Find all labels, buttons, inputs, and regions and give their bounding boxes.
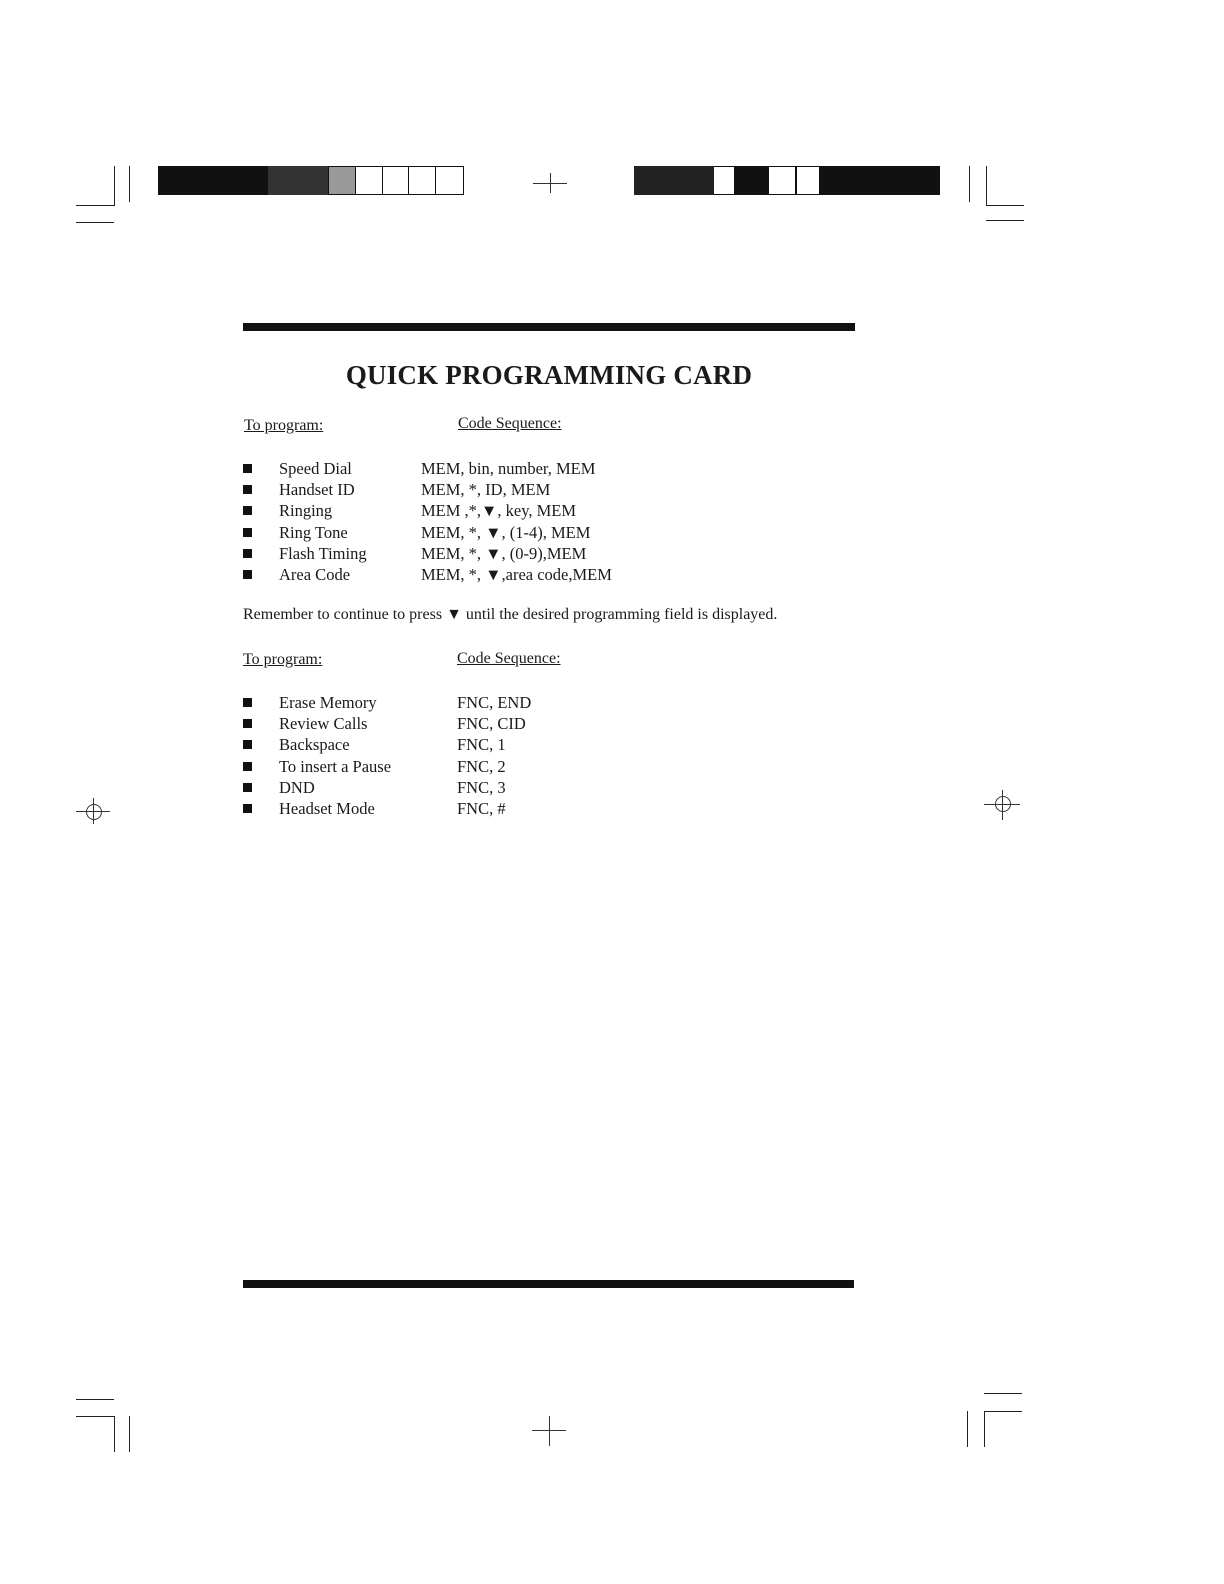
- crop-mark-top-right-v2: [986, 166, 987, 206]
- code-sequence: FNC, #: [457, 798, 506, 818]
- registration-target-bottom: [532, 1416, 566, 1446]
- section1-code-header: Code Sequence:: [458, 415, 562, 432]
- list-item: [243, 713, 863, 734]
- code-sequence: FNC, CID: [457, 714, 526, 734]
- code-sequence: MEM ,*,▼, key, MEM: [421, 501, 577, 521]
- registration-target-top: [533, 173, 567, 193]
- crop-mark-bottom-right-h2: [984, 1411, 1022, 1412]
- program-label: Review Calls: [279, 714, 368, 734]
- bullet-square-icon: [243, 528, 252, 537]
- code-sequence: MEM, *, ▼, (1-4), MEM: [421, 522, 591, 542]
- bullet-square-icon: [243, 506, 252, 515]
- top-rule: [243, 323, 855, 331]
- registration-strip-right: [634, 166, 940, 195]
- crop-mark-top-left-v2: [129, 166, 130, 202]
- program-label: Headset Mode: [279, 798, 375, 818]
- bullet-square-icon: [243, 740, 252, 749]
- program-label: Erase Memory: [279, 693, 377, 712]
- list-item: [243, 522, 863, 543]
- crop-mark-bottom-right-v: [984, 1411, 985, 1447]
- section2-program-header: To program:: [243, 651, 323, 668]
- section1-list: [243, 458, 863, 585]
- crop-mark-top-left-h2: [76, 222, 114, 223]
- section2-list: [243, 692, 863, 819]
- program-label: Ringing: [279, 501, 333, 521]
- code-sequence: MEM, bin, number, MEM: [421, 459, 596, 478]
- crop-mark-top-right-h: [986, 205, 1024, 206]
- list-item: [243, 500, 863, 521]
- registration-strip-left: [158, 166, 464, 195]
- list-item: [243, 798, 863, 819]
- program-label: Handset ID: [279, 480, 355, 500]
- crop-mark-bottom-left-v2: [129, 1416, 130, 1452]
- bottom-rule: [243, 1280, 854, 1288]
- program-label: Area Code: [279, 564, 351, 584]
- bullet-square-icon: [243, 804, 252, 813]
- list-item: [243, 458, 863, 479]
- bullet-square-icon: [243, 698, 252, 707]
- registration-target-right: [984, 790, 1020, 820]
- section1-program-header: To program:: [244, 417, 324, 434]
- list-item: [243, 756, 863, 777]
- list-item: [243, 734, 863, 755]
- crop-mark-bottom-right-v2: [967, 1411, 968, 1447]
- bullet-square-icon: [243, 783, 252, 792]
- bullet-square-icon: [243, 719, 252, 728]
- code-sequence: FNC, END: [457, 693, 532, 712]
- program-label: DND: [279, 777, 315, 797]
- program-label: Ring Tone: [279, 522, 348, 542]
- list-item: [243, 479, 863, 500]
- list-item: [243, 564, 863, 585]
- code-sequence: MEM, *, ID, MEM: [421, 480, 551, 500]
- section2-code-header: Code Sequence:: [457, 650, 561, 667]
- program-label: Speed Dial: [279, 459, 352, 478]
- crop-mark-bottom-right-h: [984, 1393, 1022, 1394]
- programming-note: Remember to continue to press ▼ until the desired programming field is displayed.: [243, 606, 778, 623]
- list-item: [243, 692, 863, 713]
- crop-mark-bottom-left-h: [76, 1399, 114, 1400]
- code-sequence: MEM, *, ▼, (0-9),MEM: [421, 543, 587, 563]
- crop-mark-top-right-h2: [986, 220, 1024, 221]
- code-sequence: FNC, 2: [457, 756, 506, 776]
- page-title: QUICK PROGRAMMING CARD: [345, 360, 753, 390]
- crop-mark-top-left-h: [76, 205, 114, 206]
- bullet-square-icon: [243, 485, 252, 494]
- crop-mark-bottom-left-h2: [76, 1416, 114, 1417]
- bullet-square-icon: [243, 570, 252, 579]
- code-sequence: MEM, *, ▼,area code,MEM: [421, 564, 612, 584]
- list-item: [243, 777, 863, 798]
- bullet-square-icon: [243, 762, 252, 771]
- list-item: [243, 543, 863, 564]
- code-sequence: FNC, 1: [457, 735, 506, 755]
- bullet-square-icon: [243, 549, 252, 558]
- program-label: Flash Timing: [279, 543, 367, 563]
- program-label: Backspace: [279, 735, 350, 755]
- code-sequence: FNC, 3: [457, 777, 506, 797]
- crop-mark-top-right-v: [969, 166, 970, 202]
- bullet-square-icon: [243, 464, 252, 473]
- program-label: To insert a Pause: [279, 756, 392, 776]
- crop-mark-bottom-left-v: [114, 1416, 115, 1452]
- crop-mark-top-left-v: [114, 166, 115, 206]
- registration-target-left: [76, 798, 110, 824]
